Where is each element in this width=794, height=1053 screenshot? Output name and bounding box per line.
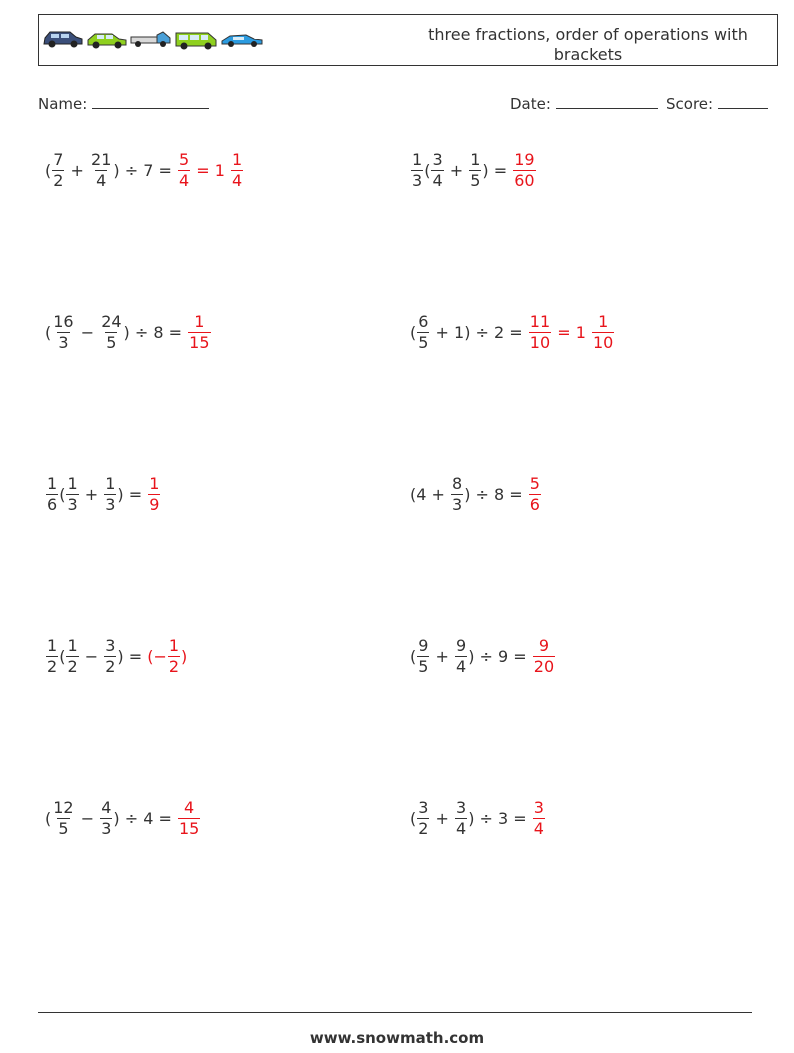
fraction <box>100 312 122 353</box>
expression-text: ( <box>45 160 52 180</box>
expression-text: ) ÷ 4 = <box>113 808 172 828</box>
numerator: 7 <box>53 149 64 169</box>
answer-fraction <box>178 150 190 191</box>
denominator: 6 <box>529 494 540 514</box>
problem-item <box>410 788 546 848</box>
denominator: 4 <box>456 656 467 676</box>
numerator: 4 <box>101 797 112 817</box>
denominator: 2 <box>105 656 116 676</box>
expression-text: ( <box>45 808 52 828</box>
expression-text: ) = <box>117 646 143 666</box>
problem-item <box>410 626 556 686</box>
answer-fraction <box>188 312 210 353</box>
date-blank[interactable] <box>556 94 658 109</box>
fraction <box>455 798 467 839</box>
fraction <box>52 798 74 839</box>
answer-fraction <box>529 312 551 353</box>
denominator: 4 <box>96 170 107 190</box>
worksheet-header <box>38 14 778 66</box>
answer-fraction <box>168 636 180 677</box>
blue-car-icon <box>42 29 84 49</box>
numerator: 24 <box>101 311 122 331</box>
numerator: 9 <box>418 635 429 655</box>
numerator: 9 <box>538 635 550 655</box>
fraction <box>451 474 463 515</box>
denominator: 3 <box>101 818 112 838</box>
denominator: 6 <box>47 494 58 514</box>
fraction <box>52 150 64 191</box>
numerator: 1 <box>412 149 423 169</box>
numerator: 1 <box>232 149 243 169</box>
problem-item <box>45 626 187 686</box>
expression-text: ( <box>410 808 417 828</box>
expression-text: + <box>444 160 469 180</box>
problem-item <box>45 788 201 848</box>
expression-text: − <box>79 646 104 666</box>
denominator: 4 <box>232 170 243 190</box>
numerator: 1 <box>47 473 58 493</box>
numerator: 1 <box>194 311 205 331</box>
problem-item <box>410 464 542 524</box>
expression-text: + <box>65 160 90 180</box>
answer-text: ) <box>181 646 188 666</box>
fraction <box>469 150 481 191</box>
expression-text: + <box>430 646 455 666</box>
denominator: 2 <box>47 656 58 676</box>
expression-text: ) ÷ 8 = <box>123 322 183 342</box>
date-field[interactable] <box>510 94 658 113</box>
fraction <box>90 150 112 191</box>
numerator: 19 <box>514 149 535 169</box>
numerator: 8 <box>452 473 463 493</box>
denominator: 3 <box>67 494 78 514</box>
fraction <box>411 150 423 191</box>
numerator: 3 <box>533 797 544 817</box>
numerator: 4 <box>184 797 195 817</box>
numerator: 1 <box>598 311 609 331</box>
denominator: 2 <box>168 656 180 676</box>
denominator: 60 <box>514 170 535 190</box>
numerator: 16 <box>53 311 74 331</box>
numerator: 11 <box>529 311 551 331</box>
answer-text <box>523 323 528 342</box>
denominator: 4 <box>178 170 190 190</box>
denominator: 15 <box>189 332 210 352</box>
fraction <box>100 798 112 839</box>
score-field[interactable] <box>666 94 768 113</box>
numerator: 1 <box>470 149 481 169</box>
answer-fraction <box>533 636 555 677</box>
problem-item <box>45 464 161 524</box>
fraction <box>431 150 443 191</box>
denominator: 10 <box>529 332 551 352</box>
numerator: 1 <box>149 473 160 493</box>
fraction <box>52 312 74 353</box>
answer-text <box>523 485 528 504</box>
denominator: 5 <box>418 332 429 352</box>
answer-fraction <box>231 150 243 191</box>
header-icons <box>42 29 264 51</box>
fraction <box>104 636 116 677</box>
name-blank[interactable] <box>92 94 209 109</box>
denominator: 20 <box>533 656 555 676</box>
answer-fraction <box>178 798 200 839</box>
denominator: 5 <box>470 170 481 190</box>
date-label: Date: <box>510 95 551 113</box>
denominator: 2 <box>67 656 78 676</box>
expression-text: − <box>75 322 100 342</box>
fraction <box>66 636 78 677</box>
denominator: 15 <box>178 818 200 838</box>
expression-text: ) ÷ 9 = <box>468 646 527 666</box>
problem-item <box>45 140 244 200</box>
problem-item <box>410 140 537 200</box>
denominator: 3 <box>412 170 423 190</box>
fraction <box>66 474 78 515</box>
answer-text <box>172 161 177 180</box>
denominator: 3 <box>452 494 463 514</box>
answer-fraction <box>529 474 541 515</box>
blue-sports-car-icon <box>220 29 264 49</box>
numerator: 1 <box>67 473 78 493</box>
answer-text <box>182 323 187 342</box>
expression-text: + 1) ÷ 2 = <box>430 322 523 342</box>
expression-text: ( <box>410 646 417 666</box>
answer-text: = 1 <box>552 322 591 342</box>
denominator: 2 <box>53 170 64 190</box>
expression-text: ) ÷ 3 = <box>468 808 527 828</box>
fraction <box>417 798 429 839</box>
green-car-icon <box>86 29 128 49</box>
numerator: 5 <box>529 473 540 493</box>
answer-text <box>172 809 177 828</box>
numerator: 21 <box>91 149 112 169</box>
denominator: 5 <box>106 332 117 352</box>
fraction <box>455 636 467 677</box>
answer-fraction <box>592 312 614 353</box>
denominator: 5 <box>58 818 69 838</box>
expression-text: ) = <box>482 160 508 180</box>
numerator: 1 <box>67 635 78 655</box>
answer-fraction <box>533 798 545 839</box>
denominator: 9 <box>149 494 160 514</box>
footer-divider <box>38 1012 752 1013</box>
numerator: 3 <box>105 635 116 655</box>
denominator: 4 <box>456 818 467 838</box>
expression-text: ( <box>59 484 66 504</box>
numerator: 3 <box>456 797 467 817</box>
numerator: 5 <box>178 149 190 169</box>
answer-text <box>527 647 532 666</box>
problem-item <box>410 302 615 362</box>
problem-item <box>45 302 212 362</box>
answer-text <box>527 809 532 828</box>
numerator: 1 <box>105 473 116 493</box>
denominator: 3 <box>105 494 116 514</box>
numerator: 1 <box>47 635 58 655</box>
answer-text <box>507 161 512 180</box>
green-van-icon <box>174 29 218 51</box>
denominator: 10 <box>592 332 614 352</box>
answer-fraction <box>513 150 535 191</box>
expression-text: ) ÷ 7 = <box>113 160 172 180</box>
expression-text: ) ÷ 8 = <box>464 484 523 504</box>
denominator: 5 <box>418 656 429 676</box>
answer-text: = 1 <box>191 160 230 180</box>
numerator: 3 <box>418 797 429 817</box>
expression-text: ( <box>410 322 417 342</box>
score-blank[interactable] <box>718 94 768 109</box>
fraction <box>46 636 58 677</box>
answer-fraction <box>148 474 160 515</box>
fraction <box>104 474 116 515</box>
numerator: 9 <box>456 635 467 655</box>
answer-text: (− <box>142 646 167 666</box>
fraction <box>417 312 429 353</box>
numerator: 1 <box>168 635 180 655</box>
footer-url: www.snowmath.com <box>309 1029 485 1047</box>
name-label: Name: <box>38 95 88 113</box>
fraction <box>417 636 429 677</box>
expression-text: + <box>79 484 104 504</box>
score-label: Score: <box>666 95 714 113</box>
denominator: 4 <box>533 818 544 838</box>
pickup-truck-icon <box>130 29 172 49</box>
denominator: 3 <box>58 332 69 352</box>
name-field[interactable] <box>38 94 209 113</box>
expression-text: (4 + <box>410 484 450 504</box>
expression-text: ( <box>45 322 52 342</box>
denominator: 2 <box>418 818 429 838</box>
denominator: 4 <box>432 170 443 190</box>
expression-text: ( <box>424 160 431 180</box>
answer-text <box>142 485 147 504</box>
expression-text: − <box>75 808 100 828</box>
numerator: 12 <box>53 797 74 817</box>
numerator: 3 <box>432 149 443 169</box>
expression-text: ) = <box>117 484 143 504</box>
expression-text: + <box>430 808 455 828</box>
fraction <box>46 474 58 515</box>
worksheet-title: three fractions, order of operations with brackets <box>428 25 748 64</box>
expression-text: ( <box>59 646 66 666</box>
numerator: 6 <box>418 311 429 331</box>
